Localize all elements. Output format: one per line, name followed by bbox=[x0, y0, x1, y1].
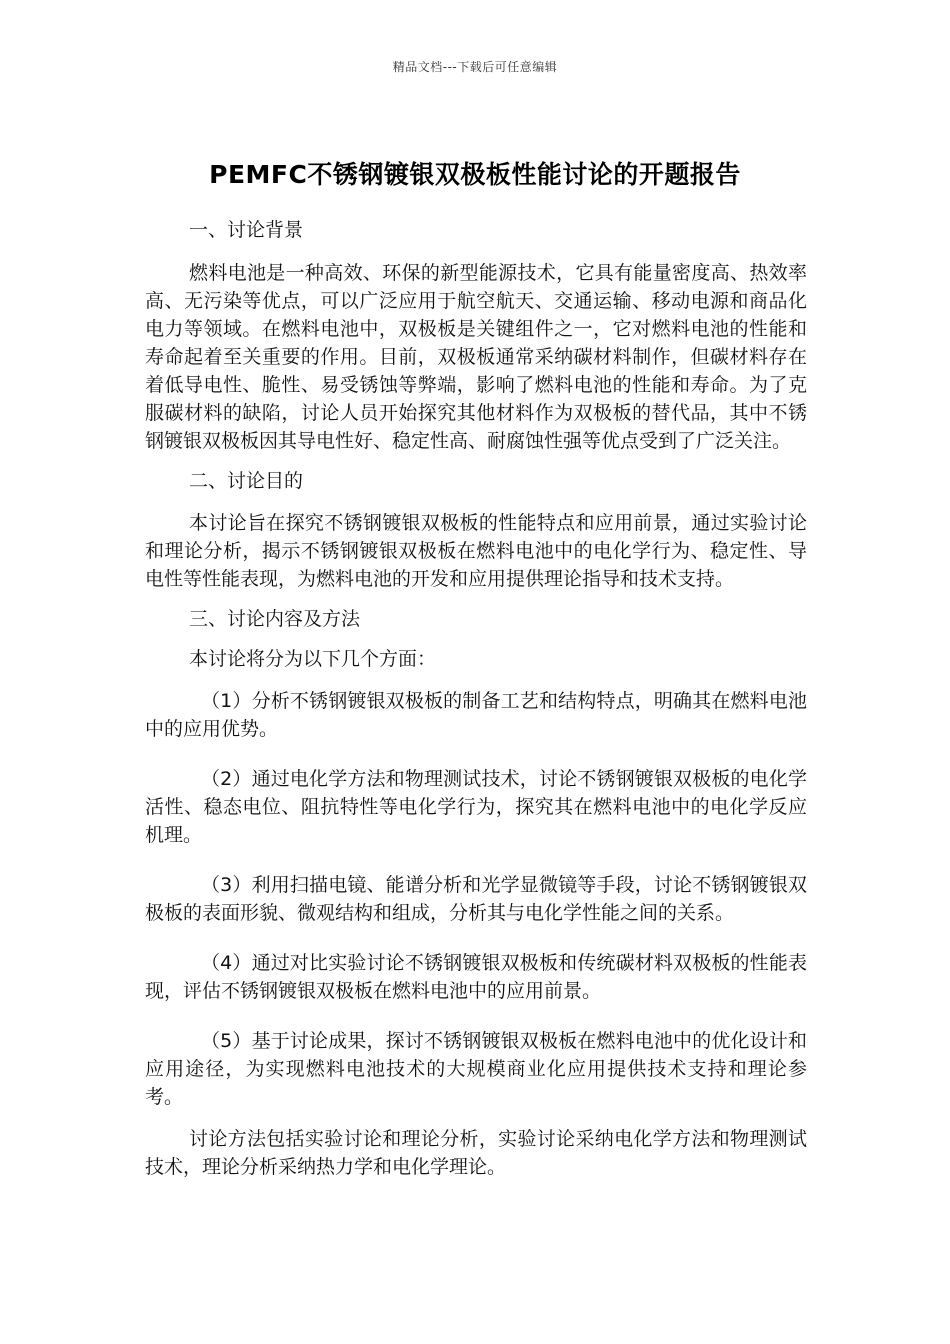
content-list-item: （3）利用扫描电镜、能谱分析和光学显微镜等手段，讨论不锈钢镀银双极板的表面形貌、微观结构和组成，分析其与电化学性能之间的关系。 bbox=[145, 874, 807, 924]
section-heading-background: 一、讨论背景 bbox=[189, 219, 304, 241]
page-header-note: 精品文档---下载后可任意编辑 bbox=[392, 60, 558, 74]
document-title: PEMFC不锈钢镀银双极板性能讨论的开题报告 bbox=[209, 159, 741, 189]
content-list-item: （1）分析不锈钢镀银双极板的制备工艺和结构特点，明确其在燃料电池中的应用优势。 bbox=[145, 690, 807, 740]
content-list-item: （5）基于讨论成果，探讨不锈钢镀银双极板在燃料电池中的优化设计和应用途径，为实现燃料电池技术的大规模商业化应用提供技术支持和理论参考。 bbox=[145, 1030, 807, 1108]
content-list-item: （2）通过电化学方法和物理测试技术，讨论不锈钢镀银双极板的电化学活性、稳态电位、阻抗特性等电化学行为，探究其在燃料电池中的电化学反应机理。 bbox=[145, 768, 807, 846]
methods-paragraph: 讨论方法包括实验讨论和理论分析，实验讨论采纳电化学方法和物理测试技术，理论分析采纳热力学和电化学理论。 bbox=[145, 1128, 807, 1178]
section-heading-purpose: 二、讨论目的 bbox=[189, 470, 304, 492]
purpose-paragraph: 本讨论旨在探究不锈钢镀银双极板的性能特点和应用前景，通过实验讨论和理论分析，揭示不锈钢镀银双极板在燃料电池中的电化学行为、稳定性、导电性等性能表现，为燃料电池的开发和应用提供理论指导和技术支持。 bbox=[145, 512, 807, 590]
background-paragraph: 燃料电池是一种高效、环保的新型能源技术，它具有能量密度高、热效率高、无污染等优点，可以广泛应用于航空航天、交通运输、移动电源和商品化电力等领域。在燃料电池中，双极板是关键组件之一，它对燃料电池的性能和寿命起着至关重要的作用。目前，双极板通常采纳碳材料制作，但碳材料存在着低导电性、脆性、易受锈蚀等弊端，影响了燃料电池的性能和寿命。为了克服碳材料的缺陷，讨论人员开始探究其他材料作为双极板的替代品，其中不锈钢镀银双极板因其导电性好、稳定性高、耐腐蚀性强等优点受到了广泛关注。 bbox=[145, 262, 807, 452]
section-heading-content: 三、讨论内容及方法 bbox=[189, 608, 361, 630]
document-body bbox=[145, 216, 807, 1181]
content-list-item: （4）通过对比实验讨论不锈钢镀银双极板和传统碳材料双极板的性能表现，评估不锈钢镀银双极板在燃料电池中的应用前景。 bbox=[145, 952, 807, 1002]
content-intro: 本讨论将分为以下几个方面： bbox=[189, 648, 437, 670]
